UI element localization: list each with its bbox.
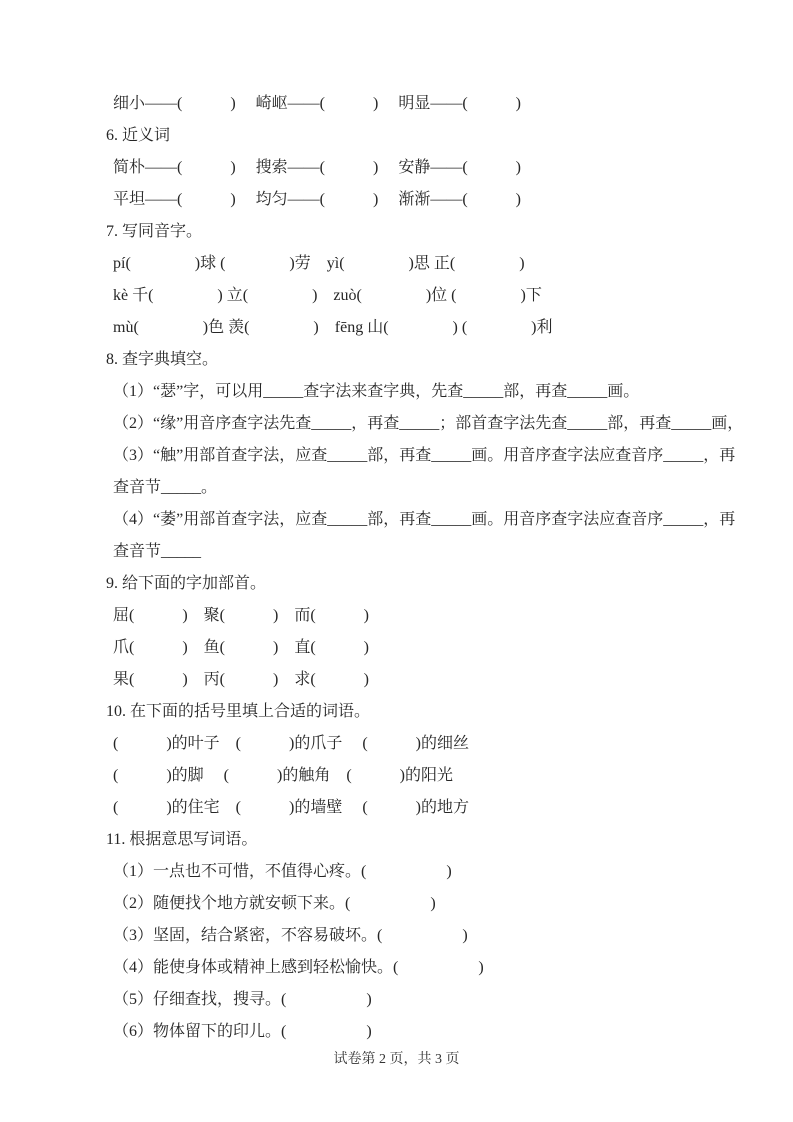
q8-item-3: （3）“触”用部首查字法，应查_____部，再查_____画。用音序查字法应查音序_____，再 bbox=[113, 447, 736, 464]
q5-antonyms-line: 细小——( ) 崎岖——( ) 明显——( ) bbox=[113, 95, 521, 112]
q10-phrase-line-1: ( )的叶子 ( )的爪子 ( )的细丝 bbox=[113, 735, 469, 752]
q9-radical-line-2: 爪( ) 鱼( ) 直( ) bbox=[113, 639, 369, 656]
q11-item-1: （1）一点也不可惜，不值得心疼。( ) bbox=[113, 863, 452, 880]
q6-heading: 6. 近义词 bbox=[106, 127, 171, 144]
q11-item-6: （6）物体留下的印儿。( ) bbox=[113, 1023, 372, 1040]
page-footer: 试卷第 2 页，共 3 页 bbox=[333, 1052, 460, 1067]
q7-homophone-line-1: pí( )球 ( )劳 yì( )思 正( ) bbox=[113, 255, 525, 272]
q9-heading: 9. 给下面的字加部首。 bbox=[106, 575, 267, 592]
q8-item-2: （2）“缘”用音序查字法先查_____，再查_____；部首查字法先查_____部，再查_____画， bbox=[113, 415, 744, 432]
q7-heading: 7. 写同音字。 bbox=[106, 223, 203, 240]
q10-phrase-line-3: ( )的住宅 ( )的墙壁 ( )的地方 bbox=[113, 799, 469, 816]
q6-synonyms-line-2: 平坦——( ) 均匀——( ) 渐渐——( ) bbox=[113, 191, 521, 208]
q9-radical-line-1: 屈( ) 聚( ) 而( ) bbox=[113, 607, 369, 624]
q8-item-4: （4）“萎”用部首查字法，应查_____部，再查_____画。用音序查字法应查音序_____，再 bbox=[113, 511, 736, 528]
q11-item-2: （2）随便找个地方就安顿下来。( ) bbox=[113, 895, 436, 912]
q8-heading: 8. 查字典填空。 bbox=[106, 351, 219, 368]
q8-item-4-continued: 查音节_____ bbox=[113, 543, 202, 560]
q8-item-3-continued: 查音节_____。 bbox=[113, 479, 218, 496]
worksheet-content bbox=[106, 88, 753, 1048]
q10-heading: 10. 在下面的括号里填上合适的词语。 bbox=[106, 703, 371, 720]
q11-item-5: （5）仔细查找，搜寻。( ) bbox=[113, 991, 372, 1008]
q10-phrase-line-2: ( )的脚 ( )的触角 ( )的阳光 bbox=[113, 767, 453, 784]
q7-homophone-line-2: kè 千( ) 立( ) zuò( )位 ( )下 bbox=[113, 287, 542, 304]
q9-radical-line-3: 果( ) 丙( ) 求( ) bbox=[113, 671, 369, 688]
q11-item-3: （3）坚固，结合紧密，不容易破坏。( ) bbox=[113, 927, 468, 944]
q6-synonyms-line-1: 简朴——( ) 搜索——( ) 安静——( ) bbox=[113, 159, 521, 176]
q11-item-4: （4）能使身体或精神上感到轻松愉快。( ) bbox=[113, 959, 484, 976]
q11-heading: 11. 根据意思写词语。 bbox=[106, 831, 258, 848]
q8-item-1: （1）“瑟”字，可以用_____查字法来查字典，先查_____部，再查_____画。 bbox=[113, 383, 640, 400]
q7-homophone-line-3: mù( )色 羡( ) fēng 山( ) ( )利 bbox=[113, 319, 553, 336]
